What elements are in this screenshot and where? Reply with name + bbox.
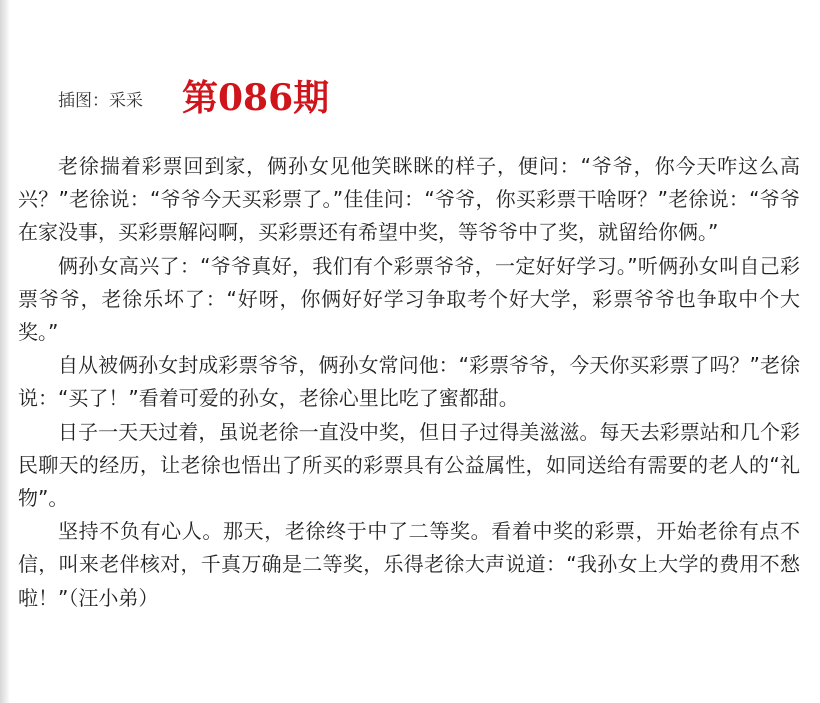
paragraph-3: 自从被俩孙女封成彩票爷爷，俩孙女常问他：“彩票爷爷，今天你买彩票了吗？”老徐说：“买了！”看着可爱的孙女，老徐心里比吃了蜜都甜。 <box>18 353 800 411</box>
page-edge-shadow <box>0 0 10 703</box>
article-body <box>18 150 800 615</box>
paragraph-1: 老徐揣着彩票回到家，俩孙女见他笑眯眯的样子，便问：“爷爷，你今天咋这么高兴？”老徐说：“爷爷今天买彩票了。”佳佳问：“爷爷，你买彩票干啥呀？”老徐说：“爷爷在家没事，买彩票解闷啊，买彩票还有希望中奖，等爷爷中了奖，就留给你俩。” <box>18 154 800 245</box>
paragraph-4: 日子一天天过着，虽说老徐一直没中奖，但日子过得美滋滋。每天去彩票站和几个彩民聊天的经历，让老徐也悟出了所买的彩票具有公益属性，如同送给有需要的老人的“礼物”。 <box>18 419 800 511</box>
paragraph-5: 坚持不负有心人。那天，老徐终于中了二等奖。看着中奖的彩票，开始老徐有点不信，叫来老伴核对，千真万确是二等奖，乐得老徐大声说道：“我孙女上大学的费用不愁啦！”（汪小弟） <box>18 519 800 610</box>
illustrator-credit: 插图：采采 <box>58 91 143 111</box>
paragraph-2: 俩孙女高兴了：“爷爷真好，我们有个彩票爷爷，一定好好学习。”听俩孙女叫自己彩票爷爷，老徐乐坏了：“好呀，你俩好好学习争取考个好大学，彩票爷爷也争取中个大奖。” <box>18 253 800 345</box>
issue-number-title: 第086期 <box>182 77 330 119</box>
